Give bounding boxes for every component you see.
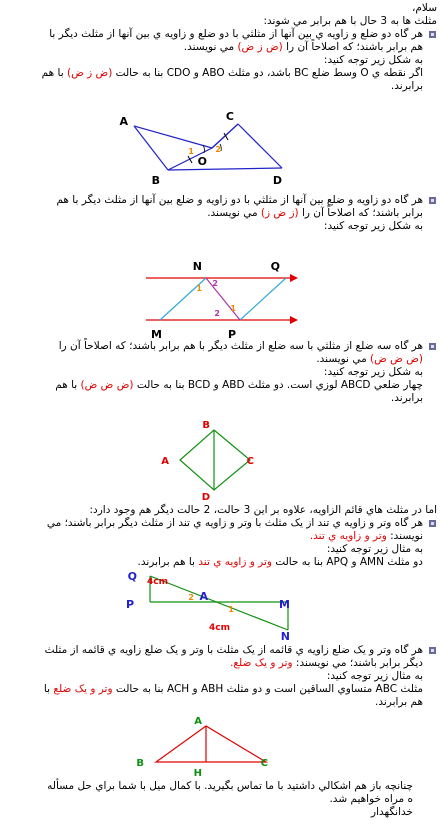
label-m: M	[279, 598, 290, 611]
angle-mark-n: 2	[212, 279, 218, 288]
s4-line3: به مثال زير توجه کنيد:	[326, 543, 423, 555]
s5-line4: مثلث ABC متساوي الساقين است و دو مثلث ABH و ACH بنا به حالت وتر و يک ضلع با	[43, 683, 423, 695]
angle-mark-p: 2	[214, 309, 220, 318]
s1-line3: به شکل زير توجه کنيد:	[323, 54, 423, 66]
figure-right-triangles	[125, 566, 310, 643]
label-d: D	[272, 174, 282, 187]
s2-line2: برابر باشند؛ که اصلاحاً آن را (ز ض ز) مي نويسند.	[207, 207, 423, 219]
s2-line1: هر گاه دو زاويه و ضلع بين آنها از مثلثي با دو زاويه و ضلع بين آنها از مثلث ديگر با هم	[56, 194, 423, 206]
angle-1: 1	[188, 147, 194, 156]
bullet-icon	[428, 519, 437, 528]
s1-line5: برابرند.	[390, 80, 423, 92]
label-a: A	[119, 115, 128, 128]
bullet-icon	[428, 646, 437, 655]
label-p: P	[125, 598, 134, 611]
label-n: N	[192, 260, 202, 273]
s5-line5: هم برابرند.	[375, 696, 423, 708]
s1-line1: هر گاه دو ضلع و زاويه ي بين آنها از مثلثي با دو ضلع و زاويه ي بين آنها از مثلث ديگر با	[49, 28, 423, 40]
bullet-icon	[428, 342, 437, 351]
intro-text: مثلث ها به 3 حال با هم برابر مي شوند:	[263, 15, 437, 27]
s2-term: (ز ض ز)	[260, 207, 299, 219]
s5-line2: ديگر برابر باشند؛ مي نويسند: وتر و يک ضلع.	[230, 657, 423, 669]
s5-line3: به مثال زير توجه کنيد:	[326, 670, 423, 682]
s4-line2: نويسند: وتر و زاويه ي تند.	[309, 530, 423, 542]
label-m: M	[151, 328, 162, 341]
angle-1: 1	[196, 284, 202, 293]
s3-term: (ض ض ض)	[370, 353, 423, 365]
figure-isosceles-triangle	[136, 714, 290, 779]
figure-triangles-abo-cdo	[120, 108, 310, 190]
angle-2: 2	[188, 593, 194, 602]
s3-line4: چهار ضلعي ABCD لوزي است. دو مثلث ABD و BCD بنا به حالت (ض ض ض) با هم	[55, 379, 423, 391]
s5-line1: هر گاه وتر و يک ضلع زاويه ي قائمه از يک مثلث با وتر و يک ضلع زاويه ي قائمه از مثلث	[44, 644, 423, 656]
s1-term: (ض ز ض)	[237, 41, 283, 53]
label-p: P	[227, 328, 236, 341]
label-b: B	[202, 420, 210, 431]
s1-line4: اگر نقطه ي O وسط ضلع BC باشد، دو مثلث ABO و CDO بنا به حالت (ض ز ض) با هم	[41, 67, 423, 79]
label-a: A	[194, 716, 202, 727]
bullet-icon	[428, 30, 437, 39]
s3-line3: به شکل زير توجه کنيد:	[323, 366, 423, 378]
angle-1: 1	[228, 605, 234, 614]
s3-line1: هر گاه سه ضلع از مثلثي با سه ضلع از مثلث ديگر با هم برابر باشند؛ که اصلاحاً آن را	[58, 340, 423, 352]
figure-parallel-lines	[140, 256, 300, 342]
label-o: O	[197, 155, 207, 168]
s4-line4: دو مثلث AMN و APQ بنا به حالت وتر و زاويه ي تند با هم برابرند.	[137, 556, 423, 568]
label-a: A	[161, 456, 169, 467]
label-b: B	[136, 758, 144, 769]
label-c: C	[225, 110, 234, 123]
s3-line2: (ض ض ض) مي نويسند.	[316, 353, 423, 365]
length-label-bottom: 4cm	[209, 623, 230, 633]
closing-line3: خدانگهدار	[371, 806, 413, 818]
label-c: C	[260, 758, 268, 769]
label-q: Q	[127, 570, 137, 583]
bullet-icon	[428, 196, 437, 205]
label-n: N	[280, 630, 290, 643]
s2-line3: به شکل زير توجه کنيد:	[323, 220, 423, 232]
closing-line2: ه مراه خواهيم شد.	[329, 793, 413, 805]
angle-2: 2	[215, 145, 221, 154]
figure-rhombus	[161, 418, 266, 503]
label-h: H	[193, 768, 202, 779]
s4-line1: هر گاه وتر و زاويه ي تند از يک مثلث با وتر و زاويه ي تند از مثلث ديگر برابر باشند؛ مي	[46, 517, 423, 529]
label-c: C	[246, 456, 254, 467]
s4-term: وتر و زاويه ي تند.	[309, 530, 387, 542]
length-label-top: 4cm	[147, 577, 168, 587]
closing-line1: چنانچه باز هم اشکالي داشتيد با ما تماس بگيريد. با کمال ميل با شما براي حل مسأله	[47, 780, 413, 792]
s1-line2: هم برابر باشند؛ که اصلاحاً آن را (ض ز ض) مي نويسند.	[183, 41, 423, 53]
angle-2: 1	[230, 304, 236, 313]
greeting: سلام،	[412, 2, 437, 14]
label-d: D	[201, 492, 210, 503]
label-a: A	[199, 590, 208, 603]
label-q: Q	[270, 260, 280, 273]
s4-intro: اما در مثلث هاي قائم الزاويه، علاوه بر اين 3 حالت، 2 حالت ديگر هم وجود دارد:	[89, 504, 437, 516]
s3-line5: برابرند.	[390, 392, 423, 404]
label-b: B	[151, 174, 160, 187]
s5-term: وتر و يک ضلع.	[230, 657, 293, 669]
